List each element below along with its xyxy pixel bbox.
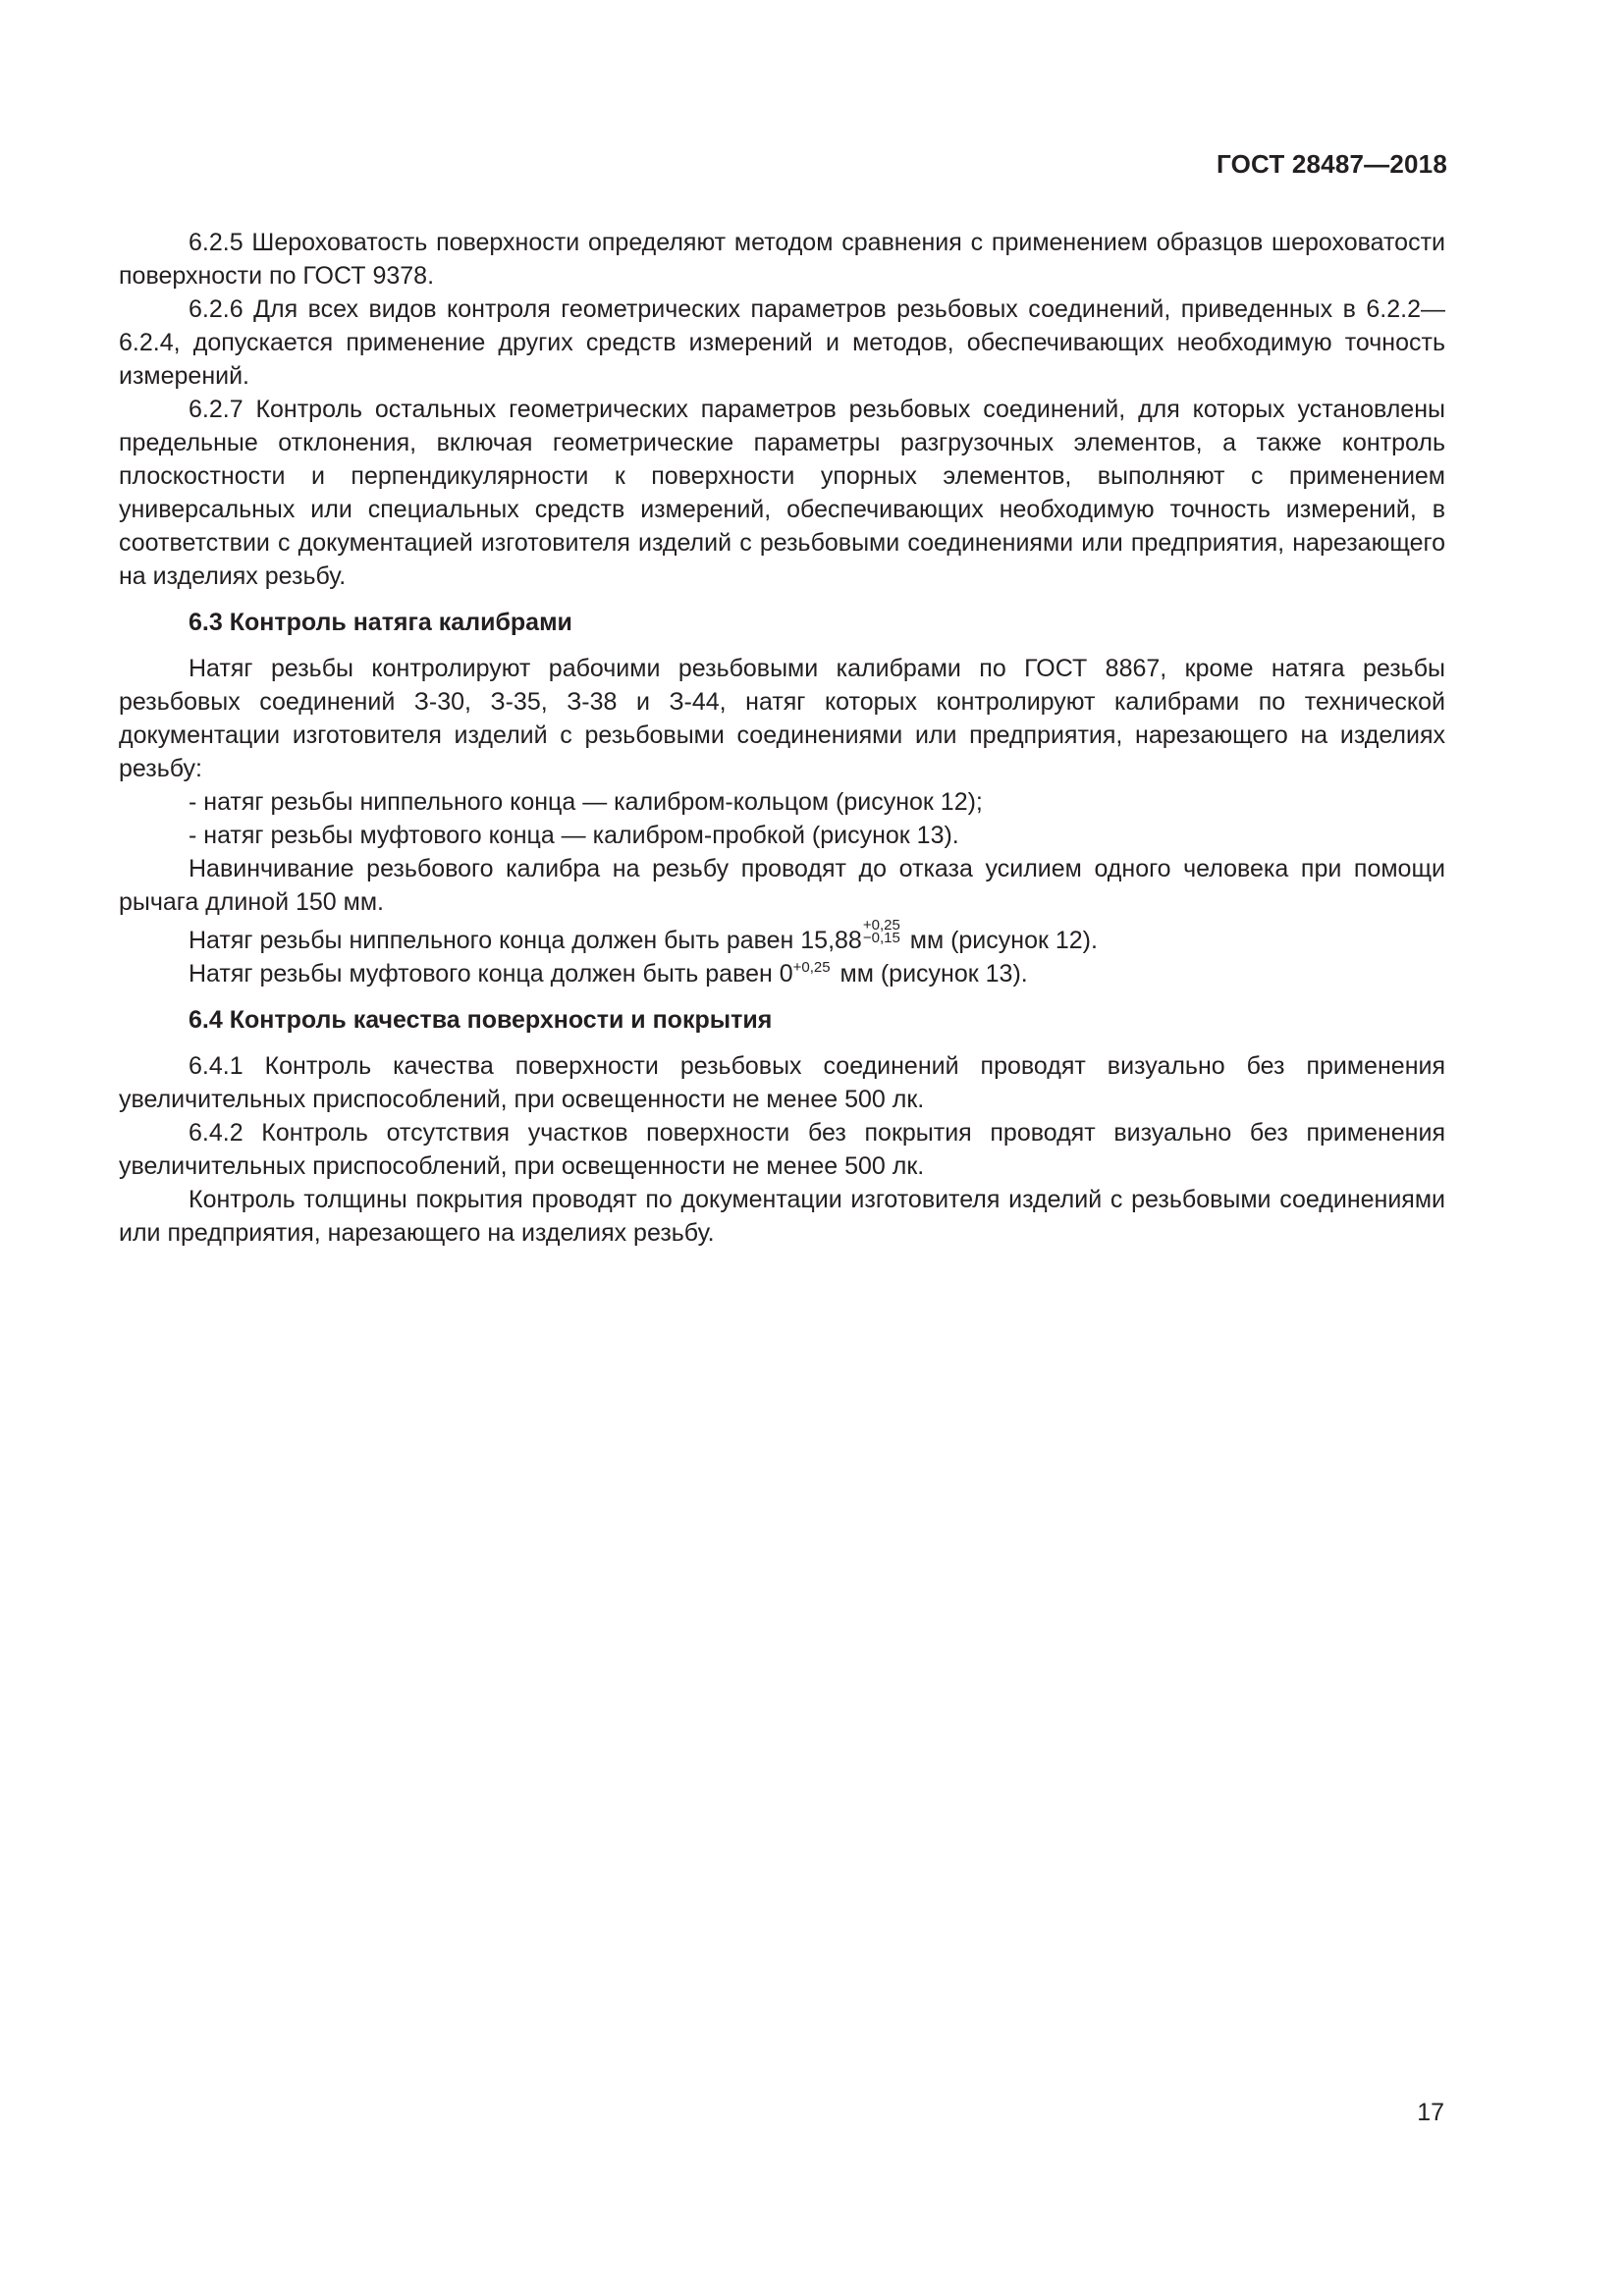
paragraph-6-3-intro: Натяг резьбы контролируют рабочими резьбовыми калибрами по ГОСТ 8867, кроме натяга резьбы резьбовых соединений З-30, З-35, З-38 и З-44, натяг которых контролируют калибрами по технической документации изготовителя изделий с резьбовыми соединениями или предприятия, нарезающего на изделиях резьбу: [119,655,1445,782]
paragraph-6-2-5: 6.2.5 Шероховатость поверхности определяют методом сравнения с применением образцов шероховатости поверхности по ГОСТ 9378. [119,229,1445,290]
paragraph-6-3-screwing: Навинчивание резьбового калибра на резьбу проводят до отказа усилием одного человека при помощи рычага длиной 150 мм. [119,855,1445,916]
paragraph-coating-thickness: Контроль толщины покрытия проводят по документации изготовителя изделий с резьбовыми соединениями или предприятия, нарезающего на изделиях резьбу. [119,1186,1445,1247]
paragraph-6-4-2: 6.4.2 Контроль отсутствия участков поверхности без покрытия проводят визуально без применения увеличительных приспособлений, при освещенности не менее 500 лк. [119,1119,1445,1180]
tolerance-lower: −0,15 [862,930,900,946]
paragraph-6-4-1: 6.4.1 Контроль качества поверхности резьбовых соединений проводят визуально без применения увеличительных приспособлений, при освещенности не менее 500 лк. [119,1052,1445,1113]
coupling-text: Натяг резьбы муфтового конца должен быть равен 0 [189,960,793,988]
coupling-unit: мм (рисунок 13). [833,960,1028,988]
paragraph-6-3-nipple [119,919,1445,957]
page-number: 17 [1417,2099,1444,2126]
nipple-tolerance [863,919,900,944]
coupling-tolerance: +0,25 [792,959,831,976]
paragraph-6-2-6: 6.2.6 Для всех видов контроля геометрических параметров резьбовых соединений, приведенных в 6.2.2—6.2.4, допускается применение других средств измерений и методов, обеспечивающих необходимую точность измерений. [119,295,1445,390]
paragraph-6-2-7: 6.2.7 Контроль остальных геометрических параметров резьбовых соединений, для которых установлены предельные отклонения, включая геометрические параметры разгрузочных элементов, а также контроль плоскостности и перпендикулярности к поверхности упорных элементов, выполняют с применением универсальных или специальных средств измерений, обеспечивающих необходимую точность измерений, в соответствии с документацией изготовителя изделий с резьбовыми соединениями или предприятия, нарезающего на изделиях резьбу. [119,396,1445,590]
document-header: ГОСТ 28487—2018 [1217,149,1447,179]
paragraph-6-3-coupling [119,957,1445,990]
section-heading-6-4: 6.4 Контроль качества поверхности и покрытия [189,1006,773,1034]
nipple-text: Натяг резьбы ниппельного конца должен быть равен 15,88 [189,927,862,954]
nipple-unit: мм (рисунок 12). [902,927,1098,954]
tolerance-upper: +0,25 [862,917,900,934]
list-item: - натяг резьбы ниппельного конца — калибром-кольцом (рисунок 12); [189,788,983,816]
document-body [119,226,1445,1250]
section-heading-6-3: 6.3 Контроль натяга калибрами [189,609,572,636]
list-item: - натяг резьбы муфтового конца — калибром-пробкой (рисунок 13). [189,822,959,849]
